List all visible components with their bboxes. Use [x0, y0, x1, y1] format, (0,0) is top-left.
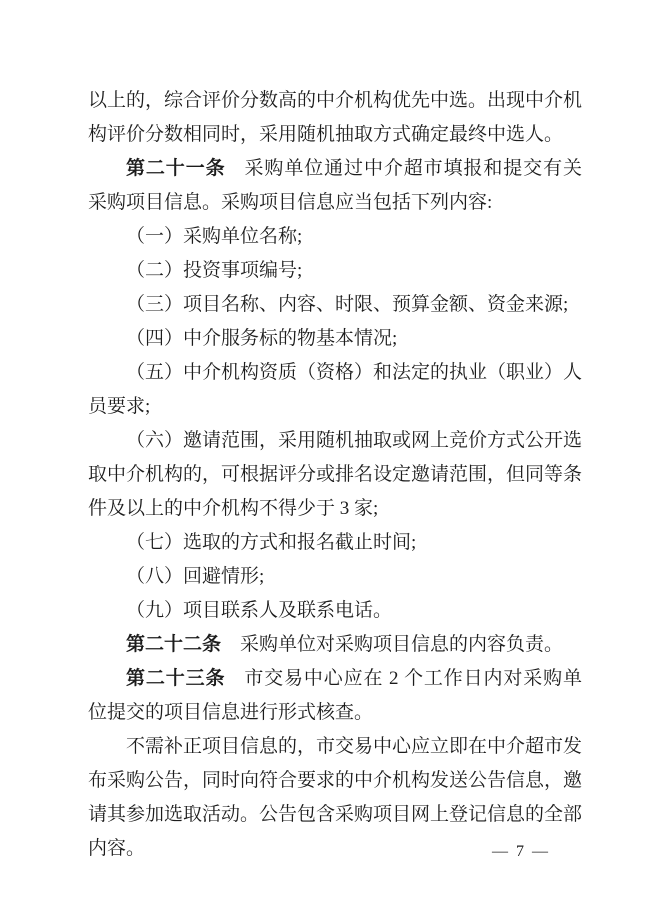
- article-paragraph: 第二十一条 采购单位通过中介超市填报和提交有关采购项目信息。采购项目信息应当包括下列内容:: [88, 158, 582, 213]
- article-number: 第二十三条: [126, 668, 226, 689]
- article-paragraph: 第二十三条 市交易中心应在 2 个工作日内对采购单位提交的项目信息进行形式核查。: [88, 668, 582, 723]
- article-number: 第二十一条: [126, 158, 226, 179]
- list-item-paragraph: （四）中介服务标的物基本情况;: [126, 328, 398, 349]
- list-item-paragraph: （一）采购单位名称;: [126, 226, 303, 247]
- list-item-paragraph: （三）项目名称、内容、时限、预算金额、资金来源;: [126, 294, 569, 315]
- article-number: 第二十二条: [126, 634, 222, 655]
- body-paragraph: 不需补正项目信息的，市交易中心应立即在中介超市发布采购公告，同时向符合要求的中介机构发送公告信息，邀请其参加选取活动。公告包含采购项目网上登记信息的全部内容。: [88, 736, 583, 859]
- list-item-paragraph: （五）中介机构资质（资格）和法定的执业（职业）人员要求;: [88, 362, 583, 417]
- list-item-paragraph: （二）投资事项编号;: [126, 260, 303, 281]
- list-item-paragraph: （七）选取的方式和报名截止时间;: [126, 532, 417, 553]
- article-paragraph: 第二十二条 采购单位对采购项目信息的内容负责。: [126, 634, 564, 655]
- document-body: [88, 84, 582, 866]
- page-number: — 7 —: [492, 843, 550, 860]
- body-paragraph: 以上的，综合评价分数高的中介机构优先中选。出现中介机构评价分数相同时，采用随机抽取方式确定最终中选人。: [88, 90, 583, 145]
- list-item-paragraph: （六）邀请范围，采用随机抽取或网上竞价方式公开选取中介机构的，可根据评分或排名设定邀请范围，但同等条件及以上的中介机构不得少于 3 家;: [88, 430, 583, 519]
- list-item-paragraph: （八）回避情形;: [126, 566, 265, 587]
- list-item-paragraph: （九）项目联系人及联系电话。: [126, 600, 393, 621]
